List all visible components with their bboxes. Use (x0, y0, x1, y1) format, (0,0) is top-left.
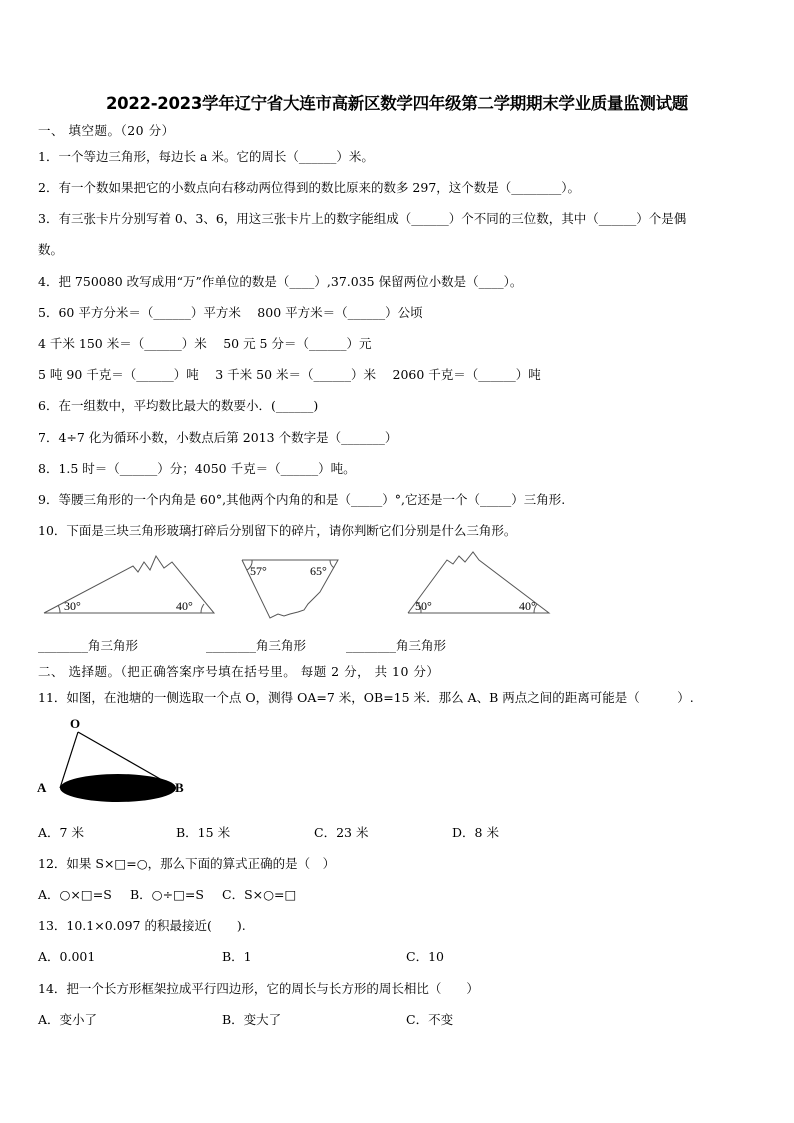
answer-blank-3: ________角三角形 (346, 638, 447, 653)
option-b: B．15 米 (176, 825, 231, 840)
option-b: B．变大了 (222, 1012, 282, 1027)
section-1-heading: 一、 填空题。（20 分） (38, 123, 175, 138)
option-a: A．变小了 (38, 1012, 98, 1027)
point-a-label: A (37, 780, 47, 795)
question-4: 4．把 750080 改写成用“万”作单位的数是（____）,37.035 保留两位小数是（____）。 (38, 274, 523, 289)
option-c: C．不变 (406, 1012, 454, 1027)
question-9: 9．等腰三角形的一个内角是 60°,其他两个内角的和是（_____）°,它还是一个（_____）三角形. (38, 492, 566, 507)
option-c: C．23 米 (314, 825, 369, 840)
option-c: C．10 (406, 949, 444, 964)
answer-blank-1: ________角三角形 (38, 638, 139, 653)
angle-label: 50° (415, 599, 432, 613)
triangle-fragment-1 (38, 548, 228, 618)
option-a: A．0.001 (38, 949, 96, 964)
page-title: 2022-2023学年辽宁省大连市高新区数学四年级第二学期期末学业质量监测试题 (106, 94, 688, 113)
question-1: 1．一个等边三角形，每边长 a 米。它的周长（______）米。 (38, 149, 374, 164)
option-a: A．○×□=S (38, 887, 112, 902)
point-o-label: O (70, 716, 81, 731)
question-7: 7．4÷7 化为循环小数，小数点后第 2013 个数字是（_______） (38, 430, 398, 445)
section-2-heading: 二、 选择题。（把正确答案序号填在括号里。 每题 2 分， 共 10 分） (38, 664, 440, 679)
question-13: 13．10.1×0.097 的积最接近( ). (38, 918, 246, 933)
question-10: 10．下面是三块三角形玻璃打碎后分别留下的碎片，请你判断它们分别是什么三角形。 (38, 523, 517, 538)
triangle-fragment-3 (403, 548, 558, 618)
option-d: D．8 米 (452, 825, 499, 840)
angle-label: 40° (519, 599, 536, 613)
angle-label: 65° (310, 564, 327, 578)
question-8: 8．1.5 时＝（______）分；4050 千克＝（______）吨。 (38, 461, 356, 476)
option-b: B．○÷□=S (130, 887, 204, 902)
pond-diagram (34, 712, 194, 804)
option-b: B．1 (222, 949, 252, 964)
option-a: A．7 米 (38, 825, 84, 840)
question-6: 6．在一组数中，平均数比最大的数要小．(______) (38, 398, 319, 413)
point-b-label: B (175, 780, 184, 795)
option-c: C．S×○=□ (222, 887, 297, 902)
question-11: 11．如图，在池塘的一侧选取一个点 O，测得 OA=7 米，OB=15 米．那么 A、B 两点之间的距离可能是（ ）. (38, 690, 694, 705)
question-5-line-1: 5．60 平方分米＝（______）平方米 800 平方米＝（______）公顷 (38, 305, 423, 320)
question-3: 3．有三张卡片分别写着 0、3、6，用这三张卡片上的数字能组成（______）个不同的三位数，其中（______）个是偶 (38, 211, 687, 226)
question-14: 14．把一个长方形框架拉成平行四边形，它的周长与长方形的周长相比（ ） (38, 981, 479, 996)
angle-label: 57° (250, 564, 267, 578)
question-5-line-2: 4 千米 150 米＝（______）米 50 元 5 分＝（______）元 (38, 336, 372, 351)
question-2: 2．有一个数如果把它的小数点向右移动两位得到的数比原来的数多 297，这个数是（________）。 (38, 180, 581, 195)
angle-label: 40° (176, 599, 193, 613)
angle-label: 30° (64, 599, 81, 613)
triangle-fragment-2 (238, 556, 344, 622)
answer-blank-2: ________角三角形 (206, 638, 307, 653)
question-3-continued: 数。 (38, 242, 64, 257)
question-12: 12．如果 S×□=○，那么下面的算式正确的是（ ） (38, 856, 336, 871)
question-5-line-3: 5 吨 90 千克＝（______）吨 3 千米 50 米＝（______）米 2060 千克＝（______）吨 (38, 367, 541, 382)
